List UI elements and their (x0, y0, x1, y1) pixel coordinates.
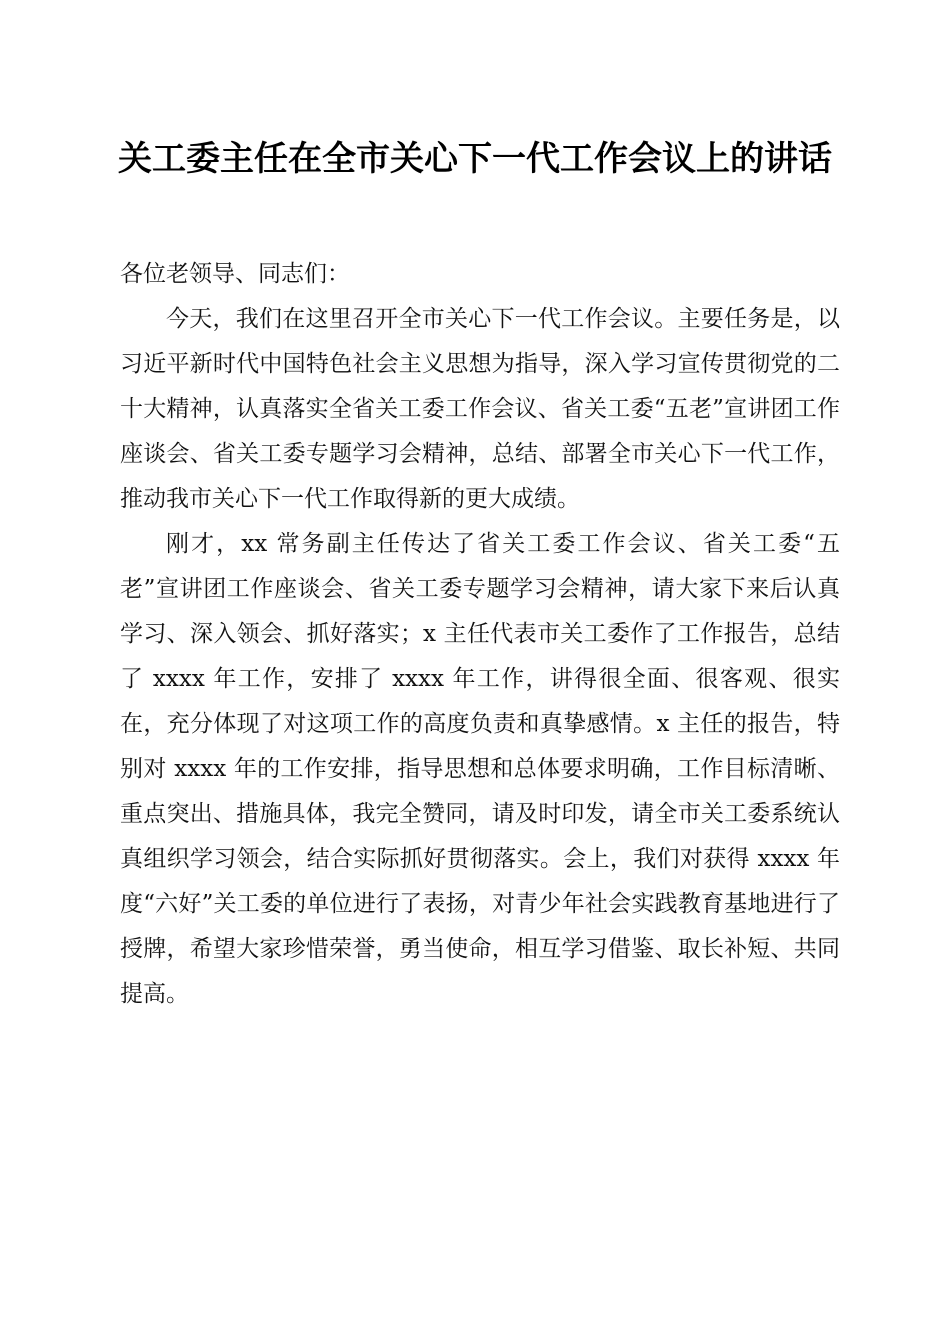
document-title: 关工委主任在全市关心下一代工作会议上的讲话 (118, 139, 832, 179)
paragraph-report-review: 刚才，xx 常务副主任传达了省关工委工作会议、省关工委“五老”宣讲团工作座谈会、省关工委专题学习会精神，请大家下来后认真学习、深入领会、抓好落实；x 主任代表市关工委作了工作报告，总结了 xxxx 年工作，安排了 xxxx 年工作，讲得很全面、很客观、很实在，充分体现了对这项工作的高度负责和真挚感情。x 主任的报告，特别对 xxxx 年的工作安排，指导思想和总体要求明确，工作目标清晰、重点突出、措施具体，我完全赞同，请及时印发，请全市关工委系统认真组织学习领会，结合实际抓好贯彻落实。会上，我们对获得 xxxx 年度“六好”关工委的单位进行了表扬，对青少年社会实践教育基地进行了授牌，希望大家珍惜荣誉，勇当使命，相互学习借鉴、取长补短、共同提高。 (120, 531, 840, 1007)
document-body (120, 252, 840, 1017)
paragraph-opening: 今天，我们在这里召开全市关心下一代工作会议。主要任务是，以习近平新时代中国特色社会主义思想为指导，深入学习宣传贯彻党的二十大精神，认真落实全省关工委工作会议、省关工委“五老”宣讲团工作座谈会、省关工委专题学习会精神，总结、部署全市关心下一代工作，推动我市关心下一代工作取得新的更大成绩。 (120, 306, 840, 512)
salutation: 各位老领导、同志们： (120, 261, 350, 287)
